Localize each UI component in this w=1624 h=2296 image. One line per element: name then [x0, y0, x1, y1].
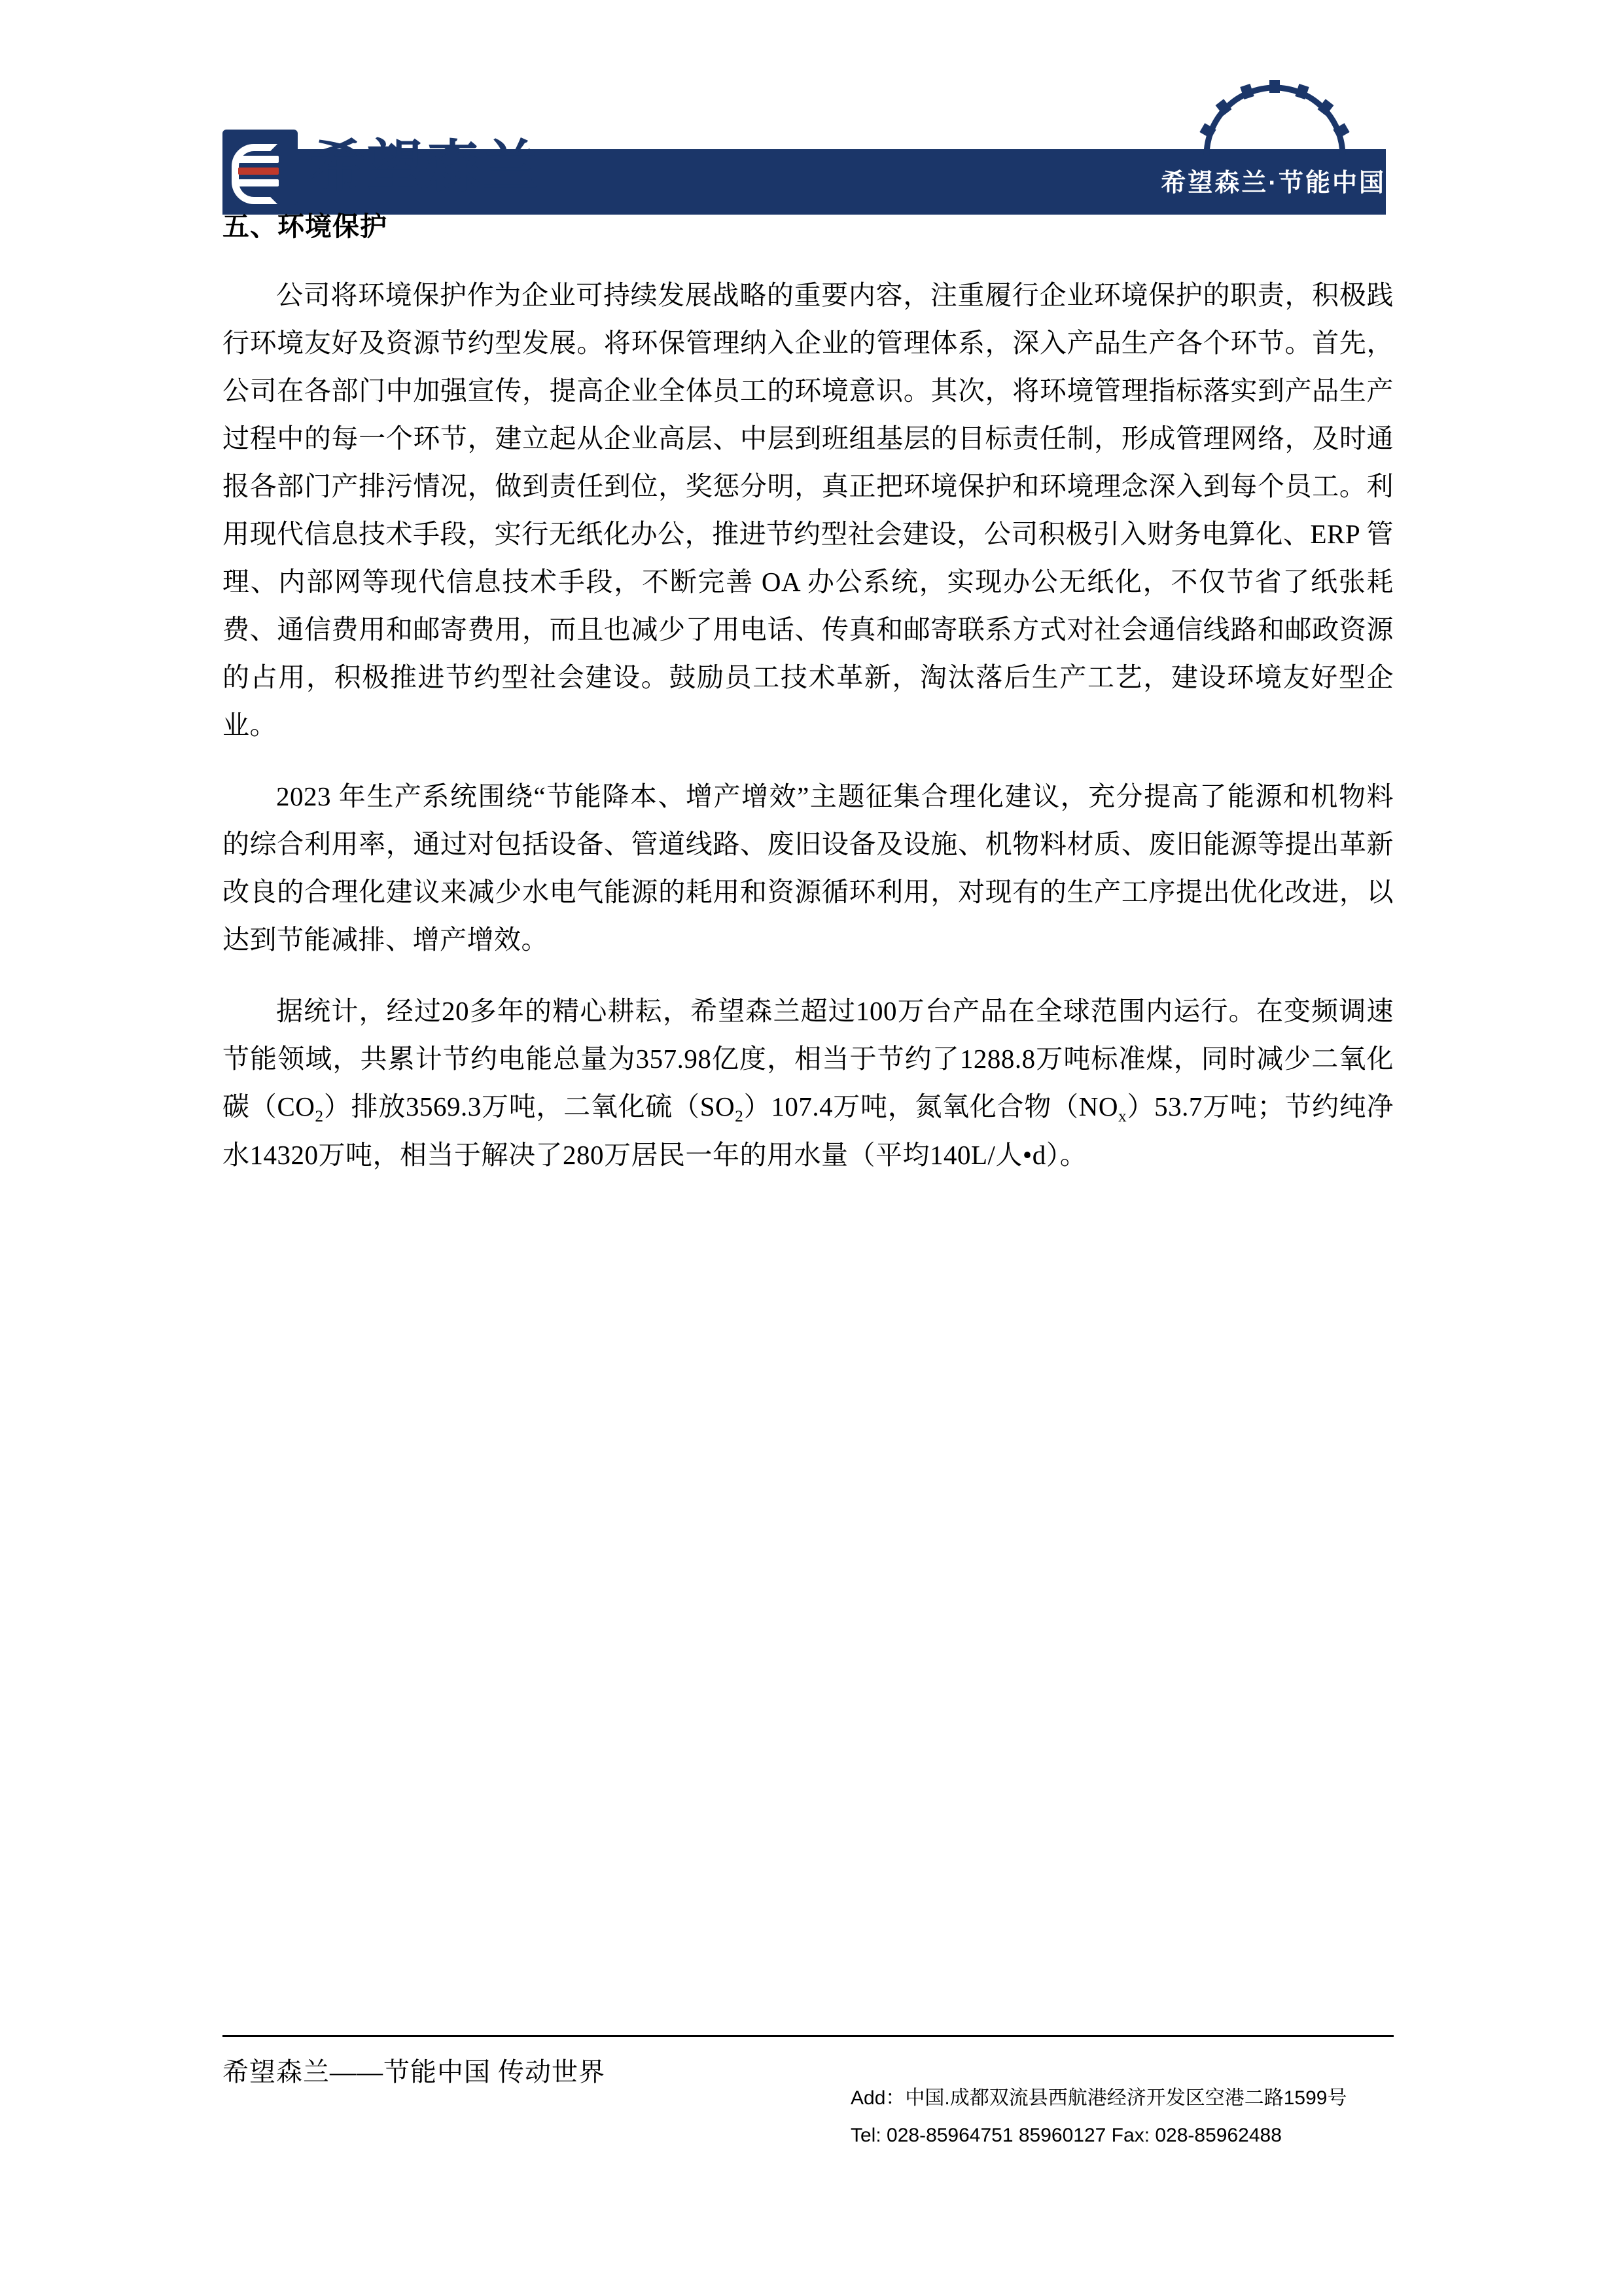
footer-tagline: 希望森兰——节能中国 传动世界	[222, 2057, 605, 2087]
brand-logo	[222, 124, 540, 209]
section-title: 五、环境保护	[222, 211, 387, 241]
sencorp-logo-icon	[222, 130, 298, 205]
page-header	[0, 0, 1624, 216]
page-footer	[222, 2035, 1394, 2146]
footer-contact-block	[851, 2079, 1394, 2154]
paragraph-1: 公司将环境保护作为企业可持续发展战略的重要内容，注重履行企业环境保护的职责，积极践行环境友好及资源节约型发展。将环保管理纳入企业的管理体系，深入产品生产各个环节。首先，公司在各部门中加强宣传，提高企业全体员工的环境意识。其次，将环境管理指标落实到产品生产过程中的每一个环节，建立起从企业高层、中层到班组基层的目标责任制，形成管理网络，及时通报各部门产排污情况，做到责任到位，奖惩分明，真正把环境保护和环境理念深入到每个员工。利用现代信息技术手段，实行无纸化办公，推进节约型社会建设，公司积极引入财务电算化、ERP 管理、内部网等现代信息技术手段，不断完善 OA 办公系统，实现办公无纸化，不仅节省了纸张耗费、通信费用和邮寄费用，而且也减少了用电话、传真和邮寄联系方式对社会通信线路和邮政资源的占用，积极推进节约型社会建设。鼓励员工技术革新，淘汰落后生产工艺，建设环境友好型企业。	[222, 280, 1394, 741]
footer-phone: Tel: 028-85964751 85960127 Fax: 028-85962488	[851, 2125, 1282, 2146]
footer-divider	[222, 2035, 1394, 2037]
paragraph-2: 2023 年生产系统围绕“节能降本、增产增效”主题征集合理化建议，充分提高了能源和机物料的综合利用率，通过对包括设备、管道线路、废旧设备及设施、机物料材质、废旧能源等提出革新改良的合理化建议来减少水电气能源的耗用和资源循环利用，对现有的生产工序提出优化改进，以达到节能减排、增产增效。	[222, 781, 1394, 955]
header-slogan: 希望森兰·节能中国	[1161, 169, 1386, 197]
gear-arc-icon	[1190, 77, 1360, 156]
document-body	[222, 208, 1394, 1179]
footer-address: Add：中国.成都双流县西航港经济开发区空港二路1599号	[851, 2087, 1347, 2109]
paragraph-3: 据统计，经过20多年的精心耕耘，希望森兰超过100万台产品在全球范围内运行。在变频调速节能领域，共累计节约电能总量为357.98亿度，相当于节约了1288.8万吨标准煤，同时减少二氧化碳$(CO_2)$排放3569.3万吨，二氧化硫$(SO_2)107.4$万吨，氮氧化合物$(NO_x)53.7$万吨；节约纯净水14320万吨，相当于解决了280万居民一年的用水量（平均140L/人•d）。	[222, 995, 1394, 1171]
brand-name: 希望森兰	[309, 135, 540, 198]
